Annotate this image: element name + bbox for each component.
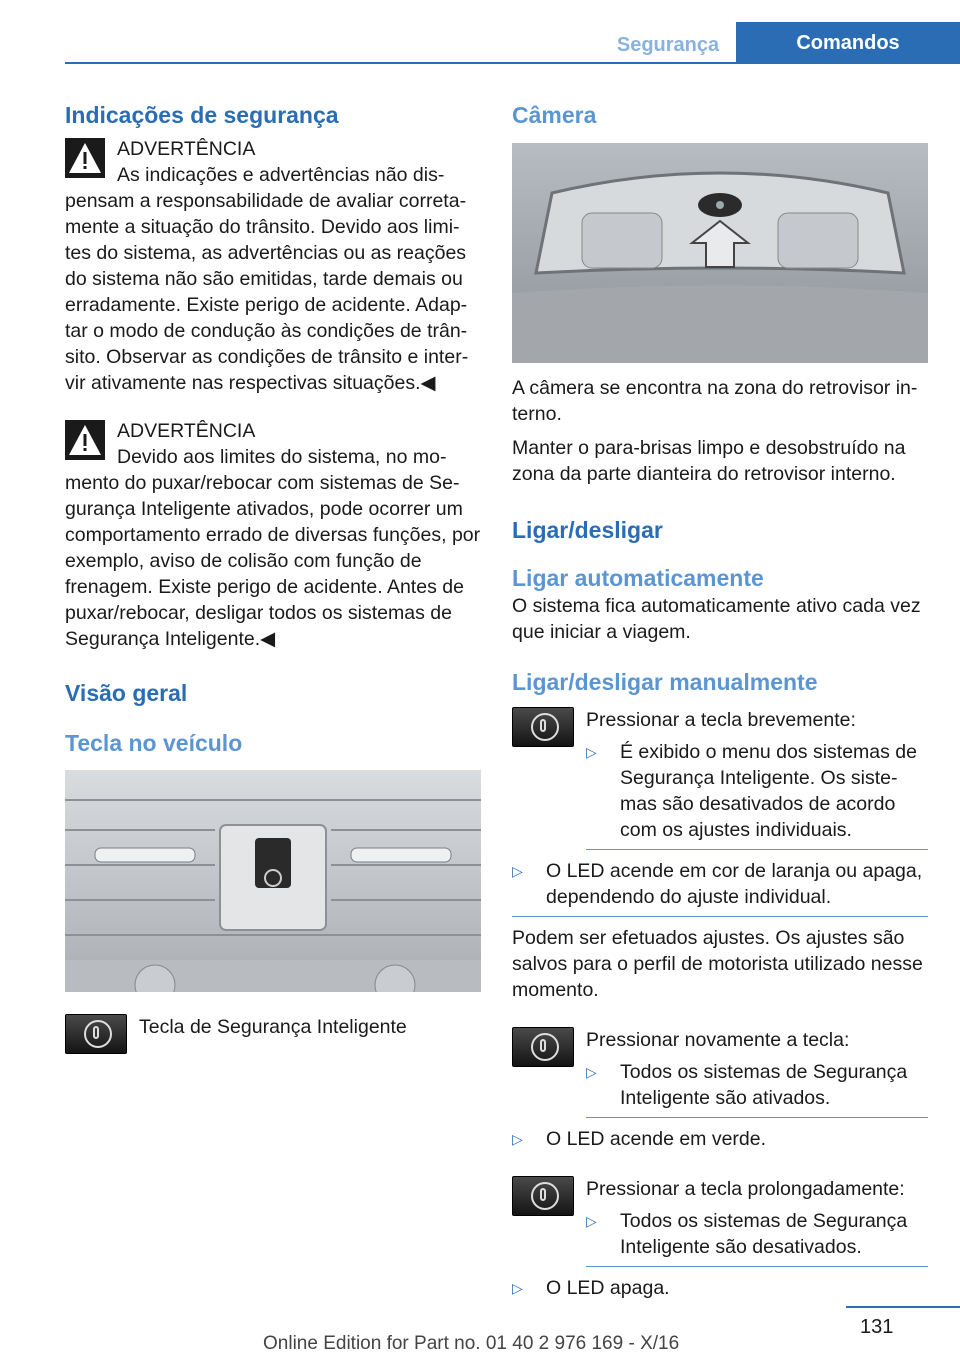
warning-triangle-icon: [65, 420, 105, 460]
bullet-triangle-icon: ▷: [586, 744, 597, 760]
bullet-triangle-icon: ▷: [586, 1213, 597, 1229]
intelligent-safety-key-icon: [512, 707, 574, 747]
header-section-label: Segurança: [616, 34, 720, 56]
press-long-list: [586, 1208, 928, 1267]
bullet-triangle-icon: ▷: [586, 1064, 597, 1080]
press-short-block: [512, 705, 928, 917]
camera-location-text: A câmera se encontra na zona do retrovisor in‐terno.: [512, 377, 918, 425]
auto-on-text: O sistema fica automaticamente ativo cada vez que iniciar a viagem.: [512, 595, 921, 643]
on-off-title: Ligar/desligar: [512, 517, 663, 543]
press-long-block: [512, 1174, 928, 1301]
list-item: ▷ O LED apaga.: [512, 1277, 670, 1299]
intelligent-safety-key-icon: [65, 1014, 127, 1054]
press-again-list: [586, 1059, 928, 1118]
key-in-vehicle-title: Tecla no veículo: [65, 730, 243, 756]
dashboard-button-photo: [65, 770, 481, 992]
key-caption: Tecla de Segurança Inteligente: [139, 1016, 407, 1038]
warning-block-1: [65, 136, 481, 396]
safety-title: Indicações de segurança: [65, 102, 339, 128]
key-caption-block: [65, 1012, 481, 1040]
header-rule: [65, 62, 960, 64]
press-short-list: [586, 739, 928, 850]
press-again-block: [512, 1025, 928, 1152]
warning-text: As indicações e advertências não dis‐pensam a responsabilidade de avaliar correta‐mente a situação do trânsito. Devido aos limi‐tes do sistema, as advertências ou as reações do sistema não são emitidas, tarde demais ou erradamente. Existe perigo de acidente. Adap‐tar o modo de condução às condições de trân‐sito. Observar as condições de trânsito e inter‐vir ativamente nas respectivas situações.◀: [65, 164, 469, 394]
press-long-list-2: [512, 1275, 928, 1301]
camera-photo: [512, 143, 928, 363]
press-again-text: Pressionar novamente a tecla:: [586, 1029, 850, 1051]
press-short-text: Pressionar a tecla brevemente:: [586, 709, 856, 731]
list-item: ▷ Todos os sistemas de Segurança Inteligente são ativados.: [586, 1059, 928, 1118]
press-long-text: Pressionar a tecla prolongadamente:: [586, 1178, 905, 1200]
footer-rule: [846, 1306, 960, 1308]
camera-title: Câmera: [512, 102, 597, 128]
list-item: ▷ O LED acende em verde.: [512, 1128, 767, 1150]
intelligent-safety-key-icon: [512, 1027, 574, 1067]
right-column: [512, 100, 928, 1301]
list-item: ▷ É exibido o menu dos sistemas de Segurança Inteligente. Os siste‐mas são desativados de acordo com os ajustes individuais.: [586, 739, 928, 850]
bullet-triangle-icon: ▷: [512, 863, 523, 879]
bullet-triangle-icon: ▷: [512, 1280, 523, 1296]
camera-clean-text: Manter o para-brisas limpo e desobstruído na zona da parte dianteira do retrovisor interno.: [512, 437, 906, 485]
manual-on-off-title: Ligar/desligar manualmente: [512, 669, 818, 695]
press-short-list-2: [512, 858, 928, 917]
page-number: 131: [860, 1316, 894, 1338]
overview-title: Visão geral: [65, 680, 188, 706]
intelligent-safety-key-icon: [512, 1176, 574, 1216]
left-column: [65, 100, 481, 1058]
list-item: ▷ Todos os sistemas de Segurança Inteligente são desativados.: [586, 1208, 928, 1267]
warning-block-2: [65, 418, 481, 652]
auto-on-title: Ligar automaticamente: [512, 565, 764, 591]
warning-label: ADVERTÊNCIA: [117, 420, 256, 442]
list-item: ▷ O LED acende em cor de laranja ou apaga, dependendo do ajuste individual.: [512, 858, 928, 917]
press-again-list-2: [512, 1126, 928, 1152]
settings-text: Podem ser efetuados ajustes. Os ajustes são salvos para o perfil de motorista utilizado nesse momento.: [512, 927, 923, 1001]
edition-line: Online Edition for Part no. 01 40 2 976 169 - X/16: [263, 1333, 680, 1354]
bullet-triangle-icon: ▷: [512, 1131, 523, 1147]
warning-label: ADVERTÊNCIA: [117, 138, 256, 160]
warning-text: Devido aos limites do sistema, no mo‐mento do puxar/rebocar com sistemas de Se‐gurança Inteligente ativados, pode ocorrer um comportamento errado de diversas funções, por exemplo, aviso de colisão com função de frenagem. Existe perigo de acidente. Antes de puxar/rebocar, desligar todos os sistemas de Segurança Inteligente.◀: [65, 446, 481, 650]
header-chapter-tab: Comandos: [736, 22, 960, 64]
warning-triangle-icon: [65, 138, 105, 178]
